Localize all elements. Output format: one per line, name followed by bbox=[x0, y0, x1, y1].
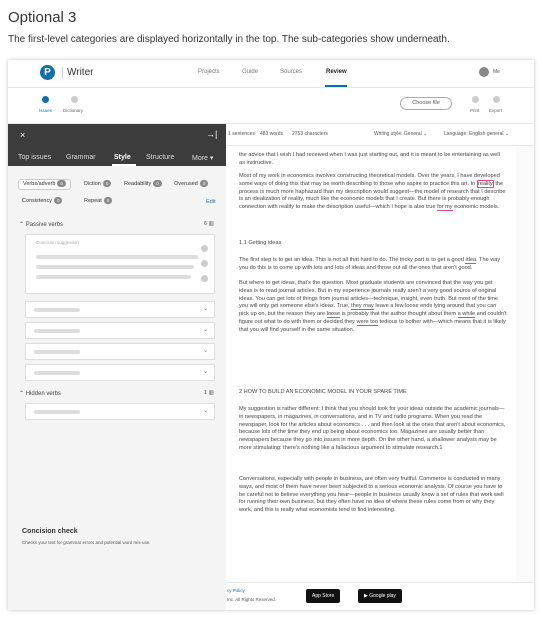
issues-icon[interactable] bbox=[42, 96, 49, 103]
highlighted-issue[interactable]: a while bbox=[457, 311, 476, 318]
chevron-down-icon: ⌄ bbox=[202, 327, 208, 333]
hidden-verbs-count bbox=[204, 390, 214, 396]
choose-file-button[interactable]: Choose file bbox=[400, 97, 452, 110]
privacy-policy-link[interactable]: cy Policy bbox=[227, 588, 245, 593]
user-avatar-icon[interactable] bbox=[479, 67, 489, 77]
nav-review[interactable]: Review bbox=[326, 69, 347, 75]
tab-more-label: More bbox=[192, 155, 208, 162]
placeholder-line bbox=[36, 275, 191, 279]
chip-label: Consistency bbox=[22, 198, 52, 204]
passive-verbs-toggle[interactable] bbox=[19, 221, 63, 228]
chip-count-badge: 0 bbox=[200, 180, 209, 187]
nav-projects[interactable]: Projects bbox=[198, 69, 220, 75]
sidebar-header bbox=[8, 124, 226, 166]
option-dot-icon[interactable] bbox=[201, 245, 208, 252]
copyright-text: Inc. All Rights Reserved. bbox=[227, 597, 277, 602]
app-store-label: App Store bbox=[312, 593, 335, 599]
chevron-up-icon: ⌃ bbox=[19, 391, 25, 397]
section-heading: 2 HOW TO BUILD AN ECONOMIC MODEL IN YOUR SPARE TIME bbox=[239, 389, 407, 395]
paragraph: Most of my work in economics involves constructing theoretical models. Over the years, I have developed some ways of doing this that may be worth describing to those who aspire to practice this art. In reality the process is much more haphazard than my description would suggest—the model of research that I describe is an idealization of reality, much like the economic models that I create. But there is probably enough connection with reality to make the description useful—which I hope is also true for my economic models. bbox=[239, 173, 506, 211]
highlighted-issue[interactable]: were too bbox=[356, 318, 379, 325]
placeholder-line bbox=[36, 255, 198, 259]
google-play-label: Google play bbox=[369, 593, 396, 599]
placeholder-line bbox=[34, 410, 80, 414]
page-subheading: The first-level categories are displayed horizontally in the top. The sub-categories show underneath. bbox=[8, 34, 450, 45]
document-area bbox=[226, 146, 534, 610]
hidden-verbs-count-value: 1 bbox=[204, 390, 208, 396]
passive-verbs-count bbox=[204, 221, 214, 227]
collapsed-issue[interactable] bbox=[25, 322, 215, 339]
chip-diction[interactable] bbox=[80, 179, 115, 190]
placeholder-line bbox=[34, 371, 80, 375]
google-play-badge[interactable] bbox=[358, 589, 402, 603]
writing-style-value: Writing style: General bbox=[374, 131, 422, 137]
chip-count-badge: 6 bbox=[57, 180, 66, 187]
print-label[interactable]: Print bbox=[470, 108, 480, 113]
logo-divider bbox=[62, 67, 63, 79]
chevron-up-icon: ⌃ bbox=[19, 222, 25, 228]
export-label[interactable]: Export bbox=[489, 108, 503, 113]
writing-style-select[interactable] bbox=[374, 131, 427, 137]
chevron-down-icon: ⌄ bbox=[423, 131, 428, 137]
placeholder-line bbox=[34, 329, 80, 333]
hidden-verbs-toggle[interactable] bbox=[19, 390, 61, 397]
chip-repeat[interactable] bbox=[80, 196, 116, 207]
chip-label: Diction bbox=[84, 181, 101, 187]
concision-check-title: Concision check bbox=[22, 528, 78, 535]
highlighted-issue[interactable]: they may bbox=[351, 303, 374, 310]
chip-consistency[interactable] bbox=[18, 196, 66, 207]
chevron-down-icon: ⌄ bbox=[202, 306, 208, 312]
placeholder-line bbox=[34, 308, 80, 312]
highlighted-issue[interactable]: reality bbox=[477, 180, 493, 187]
dictionary-label[interactable]: Dictionary bbox=[63, 108, 84, 113]
dictionary-icon[interactable] bbox=[71, 96, 78, 103]
collapsed-issue[interactable] bbox=[25, 403, 215, 420]
chip-count-badge: 0 bbox=[54, 197, 63, 204]
collapsed-issue[interactable] bbox=[25, 364, 215, 381]
collapse-icon[interactable]: →| bbox=[206, 129, 218, 139]
chip-count-badge: 0 bbox=[104, 197, 113, 204]
section-heading: 1.1 Getting ideas bbox=[239, 240, 282, 246]
placeholder-line bbox=[36, 265, 194, 269]
app-name: Writer bbox=[67, 67, 94, 78]
tab-grammar[interactable]: Grammar bbox=[66, 154, 96, 161]
highlighted-issue[interactable]: for my bbox=[437, 204, 453, 211]
chip-overused[interactable] bbox=[170, 179, 212, 190]
chip-label: Repeat bbox=[84, 198, 102, 204]
user-menu[interactable]: Me bbox=[493, 69, 500, 75]
paragraph: the advice that I wish I had received when I was just starting out, and it is meant to be entertaining as well as instructive. bbox=[239, 152, 500, 166]
edit-link[interactable]: Edit bbox=[206, 199, 216, 205]
nav-sources[interactable]: Sources bbox=[280, 69, 303, 75]
tools-bar bbox=[8, 88, 534, 124]
tab-style[interactable]: Style bbox=[114, 154, 131, 161]
pearson-logo-icon: P bbox=[40, 65, 55, 80]
character-count: 2753 characters bbox=[292, 131, 328, 137]
page-heading: Optional 3 bbox=[8, 9, 77, 26]
hidden-verbs-label: Hidden verbs bbox=[25, 391, 62, 397]
passive-verbs-count-value: 6 bbox=[204, 221, 208, 227]
issues-sidebar bbox=[8, 124, 226, 610]
document-page[interactable] bbox=[226, 146, 516, 582]
placeholder-line bbox=[34, 350, 80, 354]
tab-structure[interactable]: Structure bbox=[146, 154, 175, 161]
highlighted-issue[interactable]: loose bbox=[326, 311, 341, 318]
play-icon: ▶ bbox=[364, 593, 368, 599]
chip-label: Overused bbox=[174, 181, 198, 187]
chevron-down-icon: ⌄ bbox=[202, 369, 208, 375]
option-dot-icon[interactable] bbox=[201, 260, 208, 267]
word-count: 483 words bbox=[260, 131, 284, 137]
issues-label[interactable]: Issues bbox=[39, 108, 53, 113]
paragraph: But where to get ideas, that's the question. Most graduate students are convinced that the way you get ideas is to read journal articles. But in my experience journals really aren't a very good source of original ideas. You can get lots of things from journal articles—technique, insight, even truth. But most of the time you will only get someone else's ideas. True, they may leave a few loose ends lying around that you can pick up on, but the reason they are loose is probably that the author thought about them a while and couldn't figure out what to do with them or decided they were too tedious to bother with—which means that it is likely that you will find yourself in the same situation. bbox=[239, 280, 507, 333]
top-bar bbox=[8, 60, 534, 88]
print-icon[interactable] bbox=[472, 96, 479, 103]
chevron-down-icon: ⌄ bbox=[504, 131, 510, 137]
chevron-down-icon: ⌄ bbox=[202, 408, 208, 414]
sentence-count: 1 sentences bbox=[228, 131, 255, 137]
app-window bbox=[8, 60, 534, 610]
chip-count-badge: 0 bbox=[103, 180, 112, 187]
trash-icon[interactable]: ▥ bbox=[208, 390, 214, 396]
card-caption: Concision suggestion bbox=[36, 240, 79, 245]
collapsed-issue[interactable] bbox=[25, 343, 215, 360]
chip-verbs-adverb[interactable] bbox=[18, 179, 71, 190]
option-dot-icon[interactable] bbox=[201, 275, 208, 282]
tab-top-issues[interactable]: Top issues bbox=[18, 154, 52, 161]
chip-count-badge: 0 bbox=[153, 180, 162, 187]
passive-verbs-label: Passive verbs bbox=[25, 222, 64, 228]
chevron-down-icon: ▾ bbox=[209, 155, 214, 162]
trash-icon[interactable]: ▥ bbox=[208, 221, 214, 227]
chip-label: Verbs/adverb bbox=[23, 181, 56, 187]
export-icon[interactable] bbox=[493, 96, 500, 103]
chip-readability[interactable] bbox=[120, 179, 166, 190]
tab-more[interactable] bbox=[192, 154, 213, 162]
close-icon[interactable]: × bbox=[20, 130, 26, 140]
chevron-down-icon: ⌄ bbox=[202, 348, 208, 354]
language-select[interactable] bbox=[444, 131, 509, 137]
document-toolbar bbox=[226, 124, 534, 146]
paragraph: The first step is to get an idea. This is not all that hard to do. The tricky part is to get a good idea. The way you do this is to come up with lots and lots of ideas and throw out all the ones that aren't good. bbox=[239, 257, 501, 271]
concision-check-description: Checks your text for grammar errors and potential word mis-use. bbox=[22, 540, 151, 545]
nav-guide[interactable]: Guide bbox=[242, 69, 259, 75]
paragraph: My suggestion is rather different: I think that you should look for your ideas outside the academic journals—in newspapers, in magazines, in conversations, and in TV and radio programs. When you read the newspaper, look for the articles about economics . . . and then look at the ones that aren't about economics, because lots of the time they end up being about economics too. Magazines are usually better than newspapers because they go into issues in more depth. On the other hand, a shallower analysis may be more stimulating: there's nothing like a fallacious argument to stimulate research.1 bbox=[239, 406, 506, 451]
collapsed-issue[interactable] bbox=[25, 301, 215, 318]
app-store-badge[interactable] bbox=[306, 589, 340, 603]
concision-suggestion-card[interactable] bbox=[25, 234, 215, 294]
tab-active-indicator bbox=[112, 164, 136, 166]
paragraph: Conversations, especially with people in business, are often very fruitful. Commerce is conducted in many ways, and most of them have never been subjected to a serious economic analysis. Of course you have to be careful not to believe everything you hear—people in business usually know a set of rules that work well for running their own business, but they often have no idea of where these rules come from or why they work, and this is really what economists tend to find interesting. bbox=[239, 476, 504, 514]
highlighted-issue[interactable]: idea bbox=[465, 257, 477, 263]
footer bbox=[226, 582, 534, 610]
nav-active-indicator bbox=[325, 85, 347, 87]
language-value: Language: English general bbox=[444, 131, 504, 137]
chip-label: Readability bbox=[124, 181, 152, 187]
